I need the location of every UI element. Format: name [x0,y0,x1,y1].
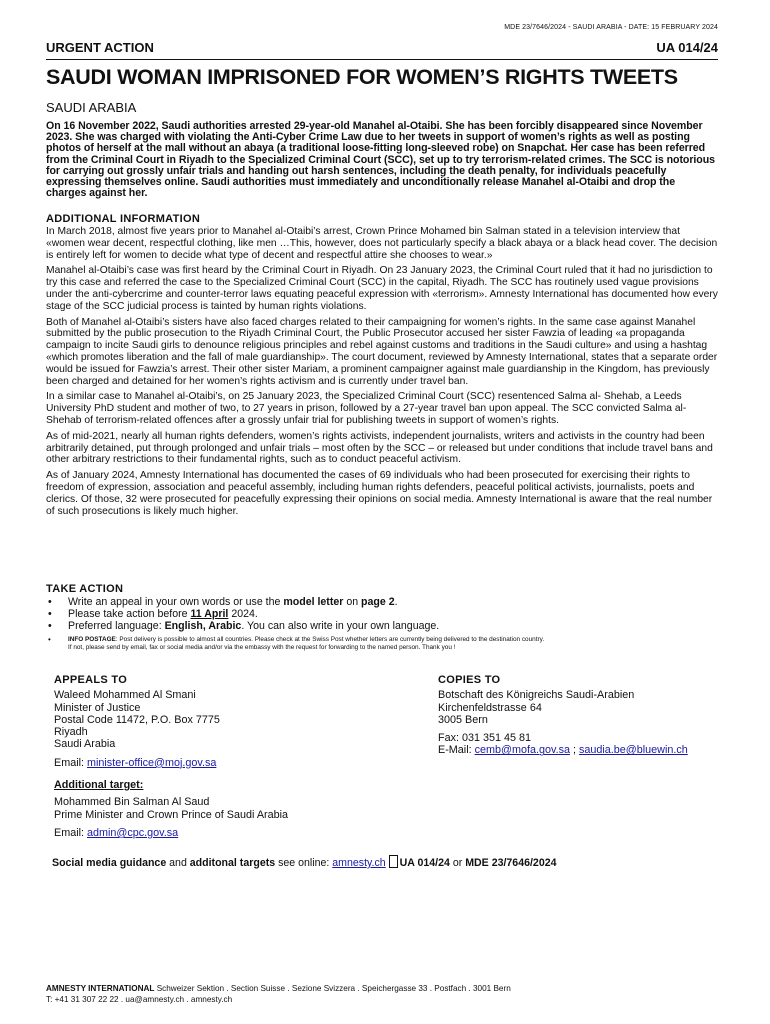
address-line: Botschaft des Königreichs Saudi-Arabien [438,689,635,702]
address-line: Saudi Arabia [54,738,116,751]
action-list [46,596,718,653]
additional-targets-label: additonal targets [189,857,276,869]
address-line: Riyadh [54,726,88,739]
social-guidance-label: Social media guidance [52,857,167,869]
lead-paragraph: On 16 November 2022, Saudi authorities arrested 29-year-old Manahel al-Otaibi. She has been forcibly disappeared since November 2023. She was charged with violating the Anti-Cyber Crime Law due to her tweets in support of women’s rights as well as posting photos of herself at the mall without an abaya (a traditional loose-fitting long-sleeved robe) on Snapchat. Her case has been referred from the Criminal Court in Riyadh to the Specialized Criminal Court (SCC), set up to try terrorism-related crimes. The SCC is notorious for carrying out grossly unfair trials and handing out harsh sentences, including the death penalty, for individuals peacefully expressing themselves online. Saudi authorities must immediately and unconditionally release Manahel al-Otaibi and drop the charges against her. [46,120,715,200]
paragraph: As of January 2024, Amnesty International has documented the cases of 69 individuals who had been prosecuted for exercising their rights to freedom of expression, association and peaceful assembly, including human rights defenders, peaceful political activists, journalists, poets and clerics. Of those, 32 were prosecuted for peacefully expressing their opinions on social media. Amnesty International is aware that the real number of such prosecutions is likely much higher. [46,470,713,517]
appeals-to-block [54,674,374,769]
section-title: ADDITIONAL INFORMATION [46,213,201,225]
additional-information-section [46,213,718,521]
email-line [438,744,728,756]
text: Write an appeal in your own words or use the [68,596,284,608]
page-ref: page 2 [361,596,395,608]
country-heading: SAUDI ARABIA [46,100,137,115]
email-label: E-Mail: [438,744,475,757]
deadline-date: 11 April [190,608,229,620]
urgent-action-label: URGENT ACTION [46,40,154,55]
header-divider [46,59,718,60]
address-line: Postal Code 11472, P.O. Box 7775 [54,713,220,726]
box-glyph-icon [389,855,398,868]
preferred-languages: English, Arabic [164,620,242,632]
page-footer [46,983,511,1005]
page-title: SAUDI WOMAN IMPRISONED FOR WOMEN’S RIGHTS TWEETS [46,65,678,89]
paragraph: Both of Manahel al-Otaibi’s sisters have also faced charges related to their campaigning for women’s rights. In the same case against Manahel submitted by the public prosecution to the Riyadh Criminal Court, the Public Prosecutor accused her sister Fawzia of leading «a propaganda campaign to incite Saudi girls to denounce religious principles and rebel against customs and traditions in the Saudi culture» and using a hashtag «which promotes liberation and the fall of male guardianship». The court document, reviewed by Amnesty International, states that a separate order would be issued for Fawzia’s arrest. Their other sister Mariam, a prominent campaigner against male guardianship in the Kingdom, has previously been charged and detained for her women’s rights activism and is currently under travel ban. [46,316,718,387]
bullet-icon: • [48,635,51,644]
mde-reference: MDE 23/7646/2024 [465,857,557,869]
text: 2024. [228,608,258,620]
address-line: Mohammed Bin Salman Al Saud [54,796,210,809]
text: or [449,857,466,869]
email-label: Email: [54,826,87,839]
additional-target-block [54,779,654,839]
paragraph: In a similar case to Manahel al-Otaibi’s, on 25 January 2023, the Specialized Criminal Court (SCC) resentenced Salma al- Shehab, a Leeds University PhD student and mother of two, to 27 years in prison, followed by a 27-year travel ban upon appeal. The SCC convicted Salma al-Shehab of terrorism-related offences after a grossly unfair trial for publishing tweets in support of women’s rights. [46,391,687,426]
email-label: Email: [54,756,87,769]
text: . [394,596,398,608]
paragraph: Manahel al-Otaibi’s case was first heard by the Criminal Court in Riyadh. On 23 January 2023, the Criminal Court ruled that it had no jurisdiction to try this case and referred the case to the Specialized Criminal Court (SCC) in the capital, Riyadh. The SCC has routinely used vague provisions under the anti-cybercrime and counter-terror laws equating peaceful expression with «terrorism». Amnesty International has documented how every stage of the SCC judicial process is tainted by human rights violations. [46,265,718,312]
address-line: Kirchenfeldstrasse 64 [438,701,542,714]
ua-reference: UA 014/24 [399,857,450,869]
ua-number: UA 014/24 [656,40,718,55]
address-line: Waleed Mohammed Al Smani [54,689,196,702]
social-media-line [52,855,557,869]
bullet-icon: • [48,608,52,620]
email-link[interactable]: minister-office@moj.gov.sa [87,756,217,769]
footer-org: AMNESTY INTERNATIONAL [46,984,155,993]
text: . You can also write in your own language. [241,620,440,632]
header-bar [46,40,718,58]
separator: ; [569,744,579,757]
text: If not, please send by email, fax or social media and/or via the embassy with the request for forwarding to the named person. Thank you ! [68,644,456,652]
section-title: Additional target: [54,779,144,791]
list-item [46,620,718,632]
address-line: Minister of Justice [54,701,141,714]
bullet-icon: • [48,620,52,632]
info-postage-label: INFO POSTAGE [68,636,116,643]
section-title: TAKE ACTION [46,583,124,595]
email-link[interactable]: admin@cpc.gov.sa [87,826,179,839]
list-item [46,608,718,620]
document-reference: MDE 23/7646/2024 - SAUDI ARABIA - DATE: 15 FEBRUARY 2024 [504,24,718,31]
text: see online: [275,857,333,869]
address-line: Prime Minister and Crown Prince of Saudi Arabia [54,808,289,821]
amnesty-link[interactable]: amnesty.ch [332,857,386,869]
email-link[interactable]: saudia.be@bluewin.ch [578,744,688,757]
list-item [46,596,718,608]
section-title: COPIES TO [438,674,501,686]
copies-to-block [438,674,728,757]
footer-contact: T: +41 31 307 22 22 . ua@amnesty.ch . amnesty.ch [46,995,233,1004]
text: Please take action before [68,608,191,620]
text: on [343,596,362,608]
text: : Post delivery is possible to almost all countries. Please check at the Swiss Post whether letters are currently being delivered to the destination country. [115,636,545,643]
email-line [54,757,374,769]
email-line [54,827,654,839]
email-link[interactable]: cemb@mofa.gov.sa [474,744,570,757]
footer-address: Schweizer Sektion . Section Suisse . Sezione Svizzera . Speichergasse 33 . Postfach . 3001 Bern [154,984,511,993]
take-action-section [46,583,718,653]
list-item [46,636,718,653]
text: and [166,857,190,869]
model-letter-ref: model letter [283,596,344,608]
section-title: APPEALS TO [54,674,128,686]
text: Preferred language: [68,620,165,632]
paragraph: As of mid-2021, nearly all human rights defenders, women’s rights activists, independent journalists, writers and activists in the country had been arbitrarily detained, put through prolonged and unfair trials – most often by the SCC – or released but under conditions that include travel bans and other arbitrary restrictions to their fundamental rights, such as to conduct peaceful activism. [46,430,713,466]
bullet-icon: • [48,596,52,608]
address-line: 3005 Bern [438,713,488,726]
paragraph: In March 2018, almost five years prior to Manahel al-Otaibi’s arrest, Crown Prince Mohamed bin Salman stated in a television interview that «women wear decent, respectful clothing, like men …This, however, does not particularly specify a black abaya or a black head cover. The decision is entirely left for women to decide what type of decent and respectful attire she chooses to wear.» [46,226,718,261]
fax-line: Fax: 031 351 45 81 [438,732,532,745]
